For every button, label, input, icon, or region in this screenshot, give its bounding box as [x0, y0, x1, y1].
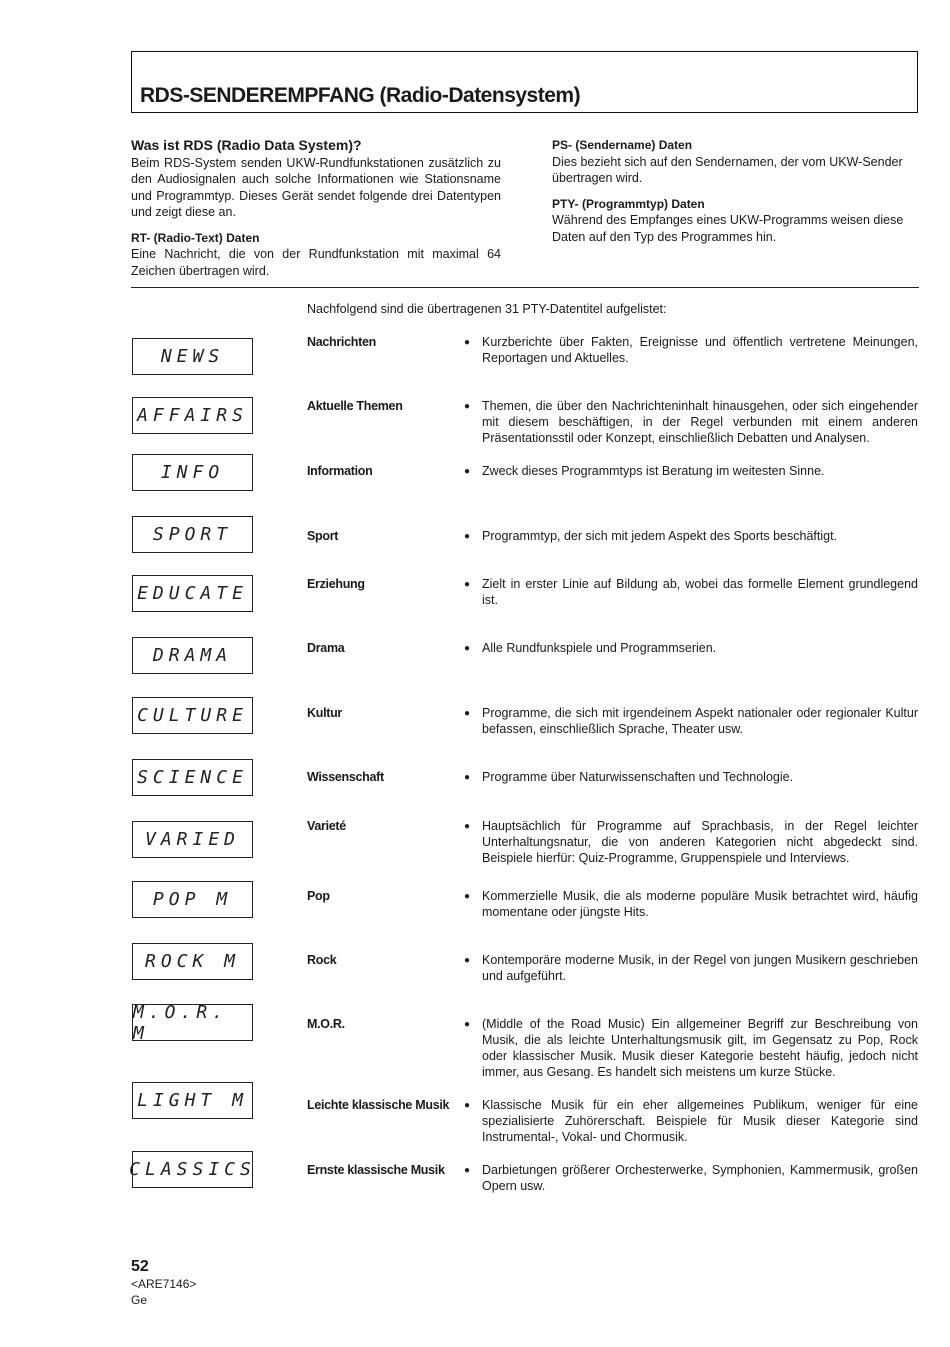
pty-name: Wissenschaft	[307, 770, 384, 784]
lcd-display: NEWS	[132, 338, 253, 375]
pty-name: Erziehung	[307, 577, 365, 591]
bullet: ●	[464, 891, 471, 902]
bullet: ●	[464, 821, 471, 832]
pty-name: Kultur	[307, 706, 342, 720]
pty-name: Sport	[307, 529, 339, 543]
pty-description: Zielt in erster Linie auf Bildung ab, wobei das formelle Element grundlegend ist.	[482, 577, 918, 607]
ps-heading: PS- (Sendername) Daten	[552, 138, 693, 152]
lcd-display: EDUCATE	[132, 575, 253, 612]
pty-description: Zweck dieses Programmtyps ist Beratung im weitesten Sinne.	[482, 464, 825, 478]
pty-name: M.O.R.	[307, 1017, 345, 1031]
pty-name: Varieté	[307, 819, 346, 833]
pty-description: Kontemporäre moderne Musik, in der Regel von jungen Musikern geschrieben und aufgeführt.	[482, 953, 918, 983]
pty-name: Aktuelle Themen	[307, 399, 403, 413]
page-footer	[131, 1258, 196, 1308]
bullet: ●	[464, 643, 471, 654]
section-divider	[131, 287, 919, 288]
rds-heading: Was ist RDS (Radio Data System)?	[131, 137, 362, 153]
bullet: ●	[464, 466, 471, 477]
bullet: ●	[464, 1019, 471, 1030]
pty-description: Themen, die über den Nachrichteninhalt hinausgehen, oder sich eingehender mit diesem beschäftigen, in der Regel verbunden mit einem anderen Präsentationsstil oder Konzept, einschließlich Debatten und Analysen.	[482, 399, 918, 445]
lcd-display: CLASSICS	[132, 1151, 253, 1188]
pty-name: Nachrichten	[307, 335, 376, 349]
pty-name: Rock	[307, 953, 337, 967]
pty-description: Programme über Naturwissenschaften und Technologie.	[482, 770, 794, 784]
lcd-display: SCIENCE	[132, 759, 253, 796]
pty-description: Kurzberichte über Fakten, Ereignisse und öffentlich vertretene Meinungen, Reportagen und Aktuelles.	[482, 335, 918, 365]
lcd-display: DRAMA	[132, 637, 253, 674]
lcd-display: AFFAIRS	[132, 397, 253, 434]
rds-intro: Beim RDS-System senden UKW-Rundfunkstationen zusätzlich zu den Audiosignalen auch solche Informationen wie Stationsname und Programmtyp. Dieses Gerät sendet folgende drei Datentypen und zeigt diese an.	[131, 155, 501, 219]
bullet: ●	[464, 955, 471, 966]
rt-text: Eine Nachricht, die von der Rundfunkstation mit maximal 64 Zeichen übertragen wird.	[131, 247, 501, 278]
lcd-display: VARIED	[132, 821, 253, 858]
pty-name: Leichte klassische Musik	[307, 1098, 450, 1112]
pty-description: Darbietungen größerer Orchesterwerke, Symphonien, Kammermusik, großen Opern usw.	[482, 1163, 918, 1193]
bullet: ●	[464, 772, 471, 783]
bullet: ●	[464, 337, 471, 348]
page-title: RDS-SENDEREMPFANG (Radio-Datensystem)	[140, 84, 581, 107]
left-column	[131, 137, 501, 279]
page-number: 52	[131, 1258, 149, 1275]
bullet: ●	[464, 708, 471, 719]
bullet: ●	[464, 1100, 471, 1111]
lcd-display: SPORT	[132, 516, 253, 553]
lcd-display: ROCK M	[132, 943, 253, 980]
bullet: ●	[464, 531, 471, 542]
pty-description: Klassische Musik für ein eher allgemeines Publikum, weniger für eine spezialisierte Zuhörerschaft. Beispiele für Musik dieser Kategorie sind Instrumental-, Vokal- und Chormusik.	[482, 1098, 918, 1144]
rt-heading: RT- (Radio-Text) Daten	[131, 230, 260, 245]
lcd-display: CULTURE	[132, 697, 253, 734]
lcd-display: M.O.R. M	[132, 1004, 253, 1041]
pty-name: Information	[307, 464, 373, 478]
pty-description: Programme, die sich mit irgendeinem Aspekt nationaler oder regionaler Kultur befassen, einschließlich Sprache, Theater usw.	[482, 706, 918, 736]
pty-name: Drama	[307, 641, 345, 655]
bullet: ●	[464, 1165, 471, 1176]
document-code: <ARE7146>	[131, 1277, 197, 1291]
pty-name: Pop	[307, 889, 330, 903]
right-column	[552, 137, 920, 245]
ps-text: Dies bezieht sich auf den Sendernamen, der vom UKW-Sender übertragen wird.	[552, 154, 903, 185]
pty-description: Hauptsächlich für Programme auf Sprachbasis, in der Regel leichter Unterhaltungsnatur, die von anderen Kategorien nicht abgedeckt sind. Beispiele hierfür: Quiz-Programme, Gruppenspiele und Interviews.	[482, 819, 918, 865]
bullet: ●	[464, 401, 471, 412]
pty-description: (Middle of the Road Music) Ein allgemeiner Begriff zur Beschreibung von Musik, die als leichte Unterhaltungsmusik gilt, im Gegensatz zu Pop, Rock oder klassischer Musik. Musik dieser Kategorie besteht häufig, jedoch nicht immer, aus Gesang. Es handelt sich meistens um kurze Stücke.	[482, 1017, 918, 1079]
pty-name: Ernste klassische Musik	[307, 1163, 445, 1177]
lcd-display: POP M	[132, 881, 253, 918]
pty-description: Programmtyp, der sich mit jedem Aspekt des Sports beschäftigt.	[482, 529, 838, 543]
lcd-display: LIGHT M	[132, 1082, 253, 1119]
bullet: ●	[464, 579, 471, 590]
pty-list-intro: Nachfolgend sind die übertragenen 31 PTY-Datentitel aufgelistet:	[307, 302, 667, 316]
language-code: Ge	[131, 1293, 148, 1307]
pty-heading: PTY- (Programmtyp) Daten	[552, 196, 705, 211]
pty-description: Alle Rundfunkspiele und Programmserien.	[482, 641, 717, 655]
pty-description: Kommerzielle Musik, die als moderne populäre Musik betrachtet wird, häufig momentane oder jüngste Hits.	[482, 889, 918, 919]
pty-text: Während des Empfanges eines UKW-Programms weisen diese Daten auf den Typ des Programmes hin.	[552, 213, 904, 244]
lcd-display: INFO	[132, 454, 253, 491]
